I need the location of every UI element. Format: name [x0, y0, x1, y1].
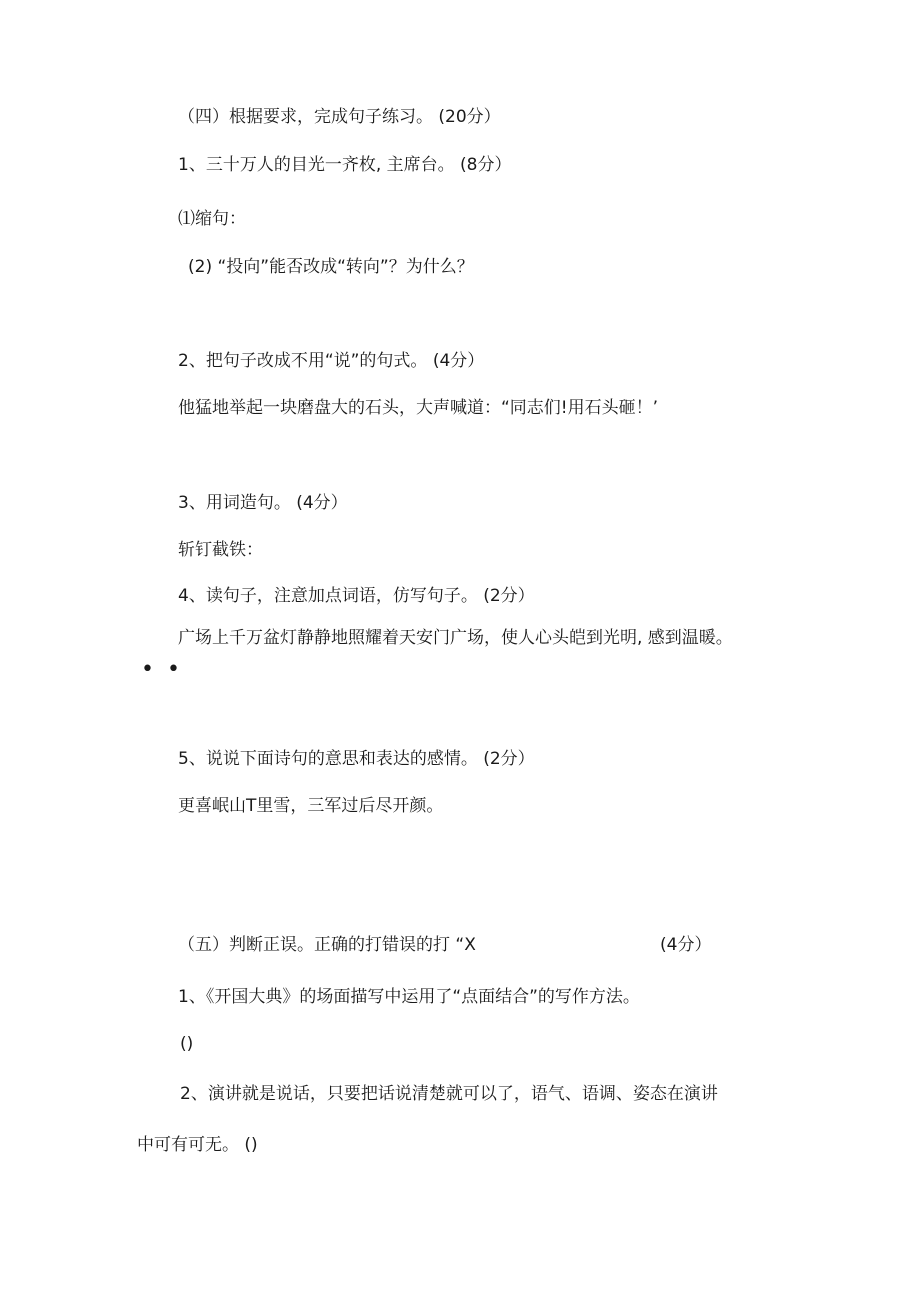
question-2-sentence: 他猛地举起一块磨盘大的石头，大声喊道：“同志们!用石头砸！’ [178, 398, 659, 418]
question-4-sentence: 广场上千万盆灯静静地照耀着天安门广场，使人心头皑到光明, 感到温暖。 [178, 628, 733, 648]
question-2: 2、把句子改成不用“说”的句式。 (4分） [178, 351, 485, 371]
statement-2-line-2: 中可有可无。 () [137, 1135, 258, 1155]
statement-1: 1、《开国大典》的场面描写中运用了“点面结合”的写作方法。 [178, 987, 640, 1007]
section-5-score: (4分） [660, 935, 712, 955]
section-4-heading: （四）根据要求，完成句子练习。 (20分） [178, 107, 501, 127]
statement-2-line-1: 2、演讲就是说话，只要把话说清楚就可以了，语气、语调、姿态在演讲 [180, 1084, 718, 1104]
question-4: 4、读句子，注意加点词语，仿写句子。 (2分） [178, 586, 535, 606]
statement-1-blank: () [180, 1034, 194, 1054]
question-1-part-2: (2) “投向”能否改成“转向”？为什么？ [188, 257, 474, 277]
question-5-poem: 更喜岷山T里雪，三军过后尽开颜。 [178, 796, 444, 816]
section-5-heading: （五）判断正误。正确的打错误的打 “X [178, 935, 476, 955]
question-3-word: 斩钉截铁： [178, 540, 263, 560]
emphasis-dots: • • [141, 657, 183, 682]
question-1: 1、三十万人的目光一齐枚, 主席台。 (8分） [178, 155, 512, 175]
question-1-part-1: ⑴缩句： [178, 209, 246, 229]
question-3: 3、用词造句。 (4分） [178, 493, 348, 513]
question-5: 5、说说下面诗句的意思和表达的感情。 (2分） [178, 749, 535, 769]
